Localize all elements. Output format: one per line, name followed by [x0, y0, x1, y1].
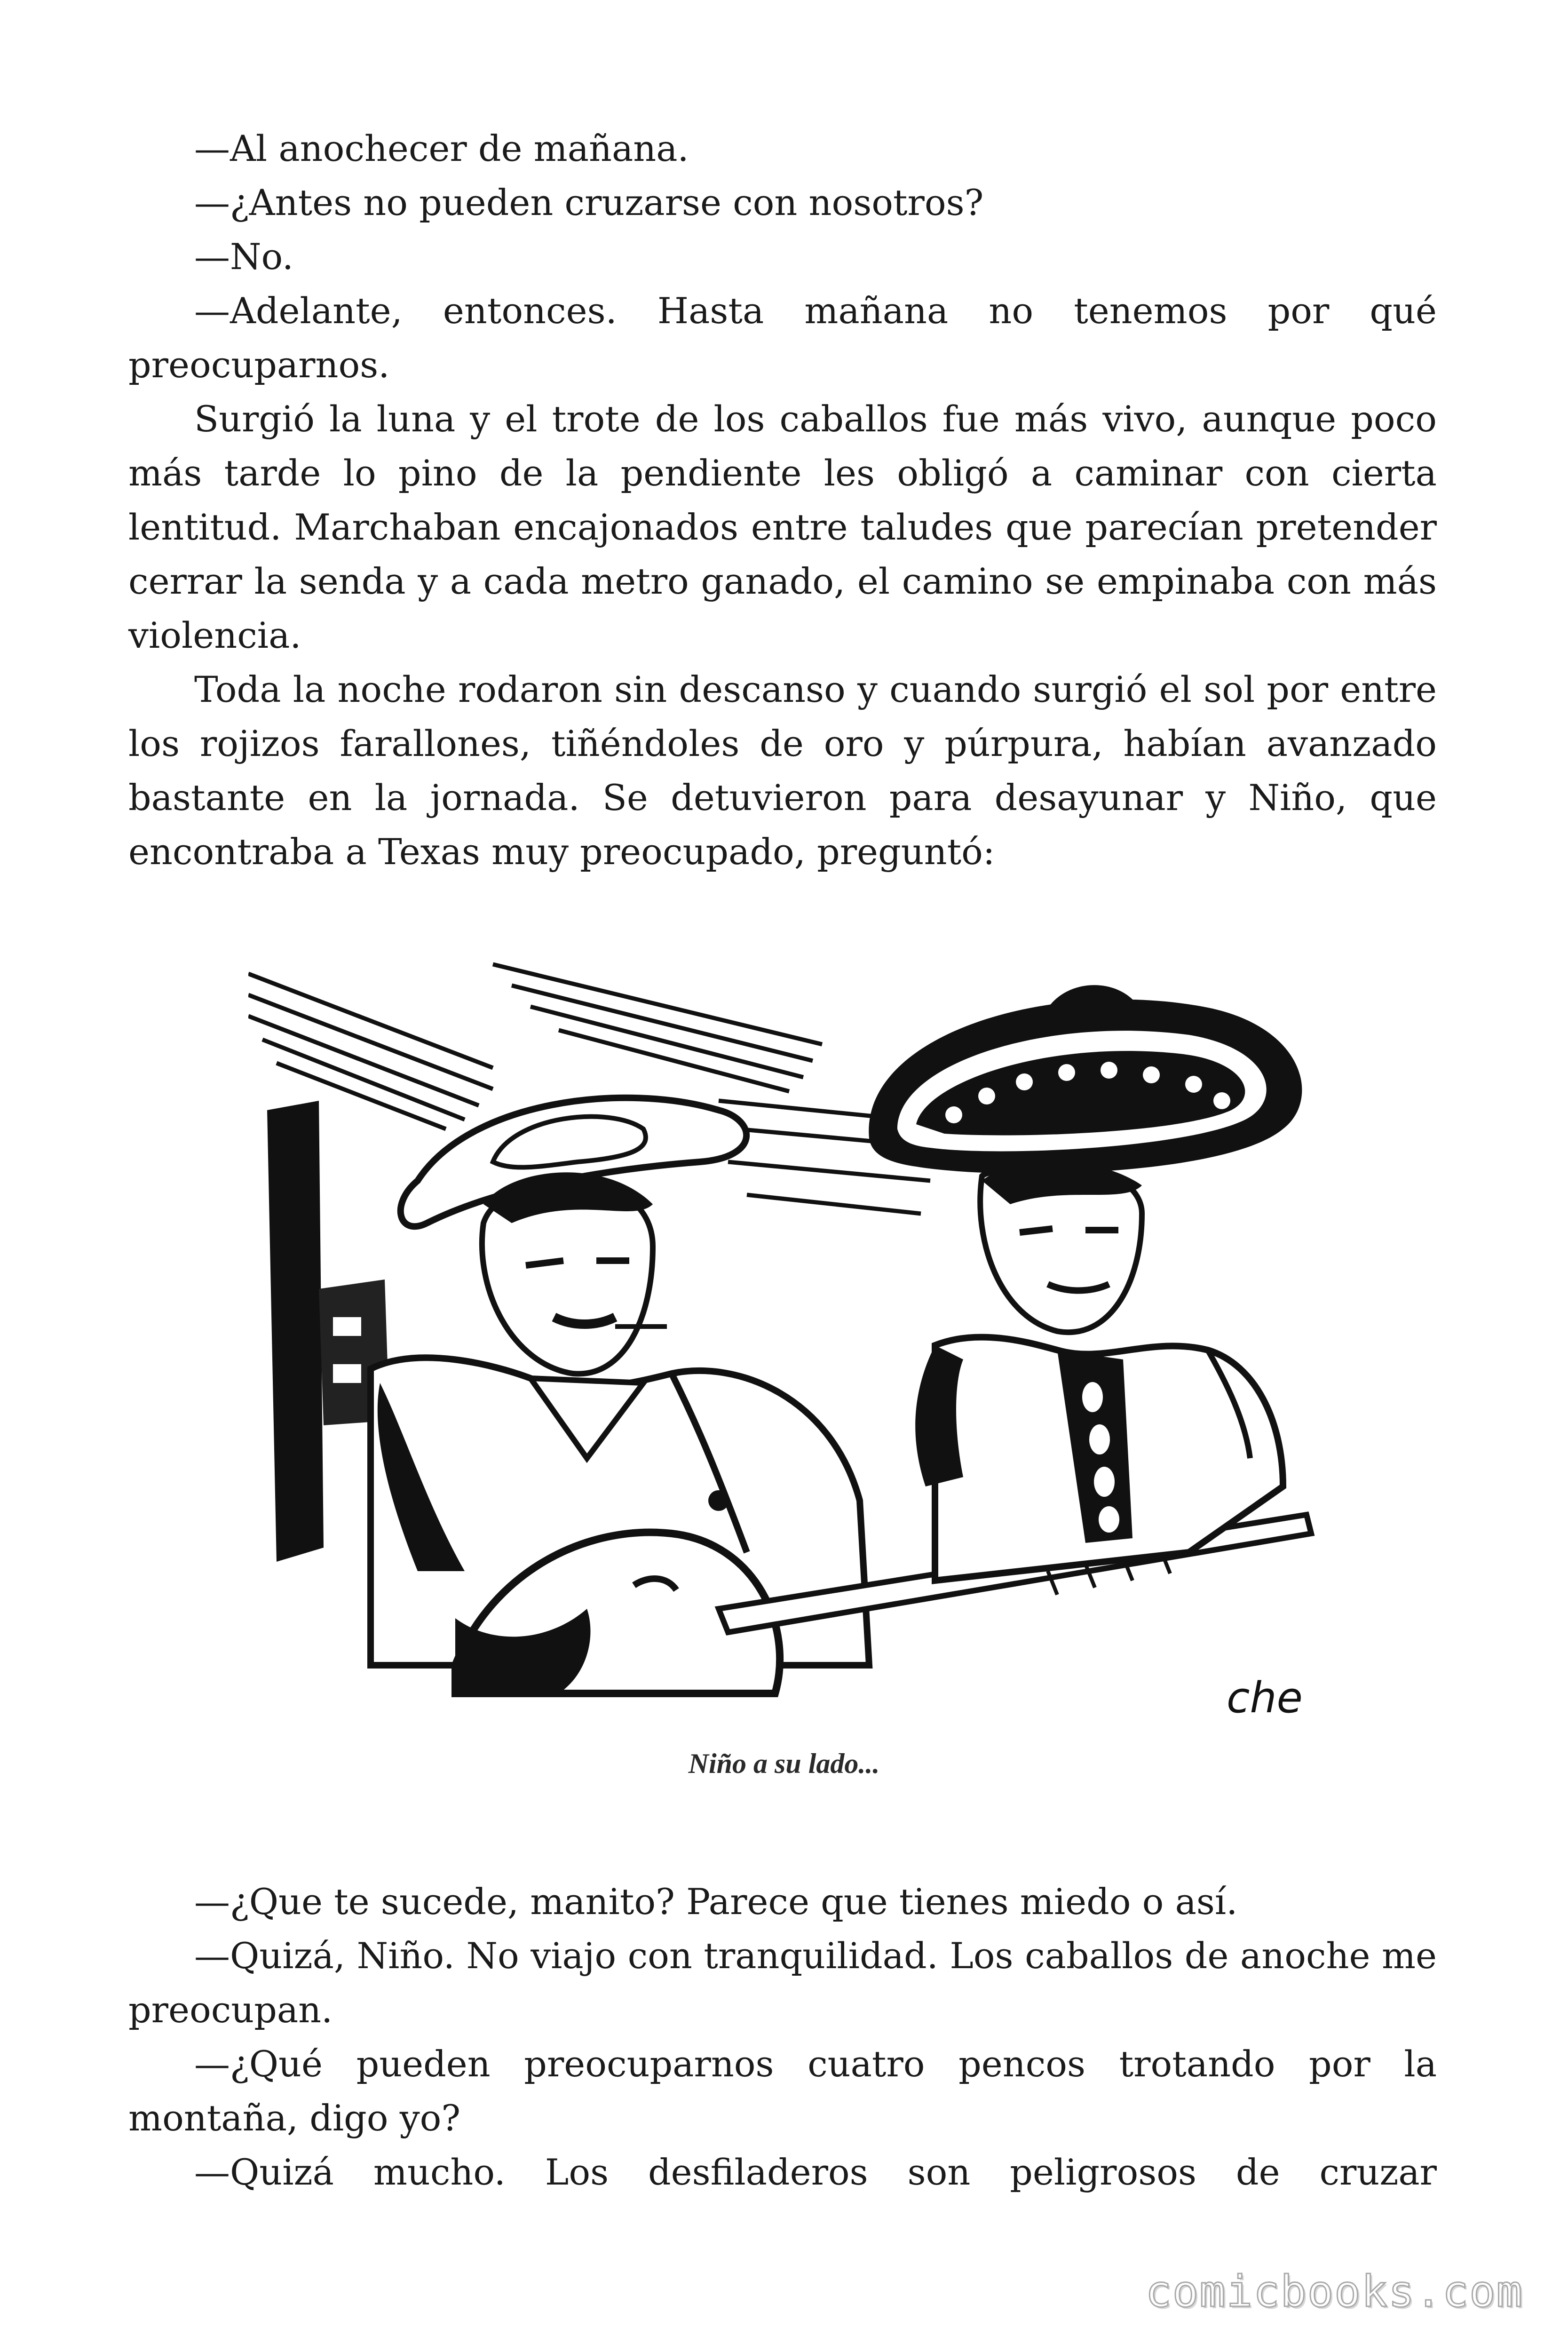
text-block-top	[128, 121, 1437, 879]
paragraph: —Quizá mucho. Los desfiladeros son peligrosos de cruzar	[194, 2151, 1437, 2193]
paragraph: —Adelante, entonces. Hasta mañana no tenemos por qué preocuparnos.	[128, 290, 1437, 386]
illustration-caption: Niño a su lado...	[688, 1748, 880, 1779]
illustration	[248, 960, 1344, 1740]
paragraph: —¿Qué pueden preocuparnos cuatro pencos trotando por la montaña, digo yo?	[128, 2043, 1437, 2139]
paragraph: Toda la noche rodaron sin descanso y cuando surgió el sol por entre los rojizos farallones, tiñéndoles de oro y púrpura, habían avanzado bastante en la jornada. Se detuvieron para desayunar y Niño, que encontraba a Texas muy preocupado, preguntó:	[128, 668, 1437, 873]
text-block-bottom	[128, 1875, 1437, 2199]
paragraph: Surgió la luna y el trote de los caballos fue más vivo, aunque poco más tarde lo pino de la pendiente les obligó a caminar con cierta lentitud. Marchaban encajonados entre taludes que parecían pretender cerrar la senda y a cada metro ganado, el camino se empinaba con más violencia.	[128, 398, 1437, 656]
cowboys-illustration	[248, 960, 1344, 1740]
paragraph: —Quizá, Niño. No viajo con tranquilidad. Los caballos de anoche me preocupan.	[128, 1935, 1437, 2031]
artist-signature: che	[1227, 1673, 1303, 1723]
paragraph: —¿Antes no pueden cruzarse con nosotros?	[194, 182, 984, 223]
paragraph: —Al anochecer de mañana.	[194, 127, 689, 169]
watermark: comicbooks.com	[1145, 2266, 1523, 2317]
paragraph: —No.	[194, 236, 294, 278]
paragraph: —¿Que te sucede, manito? Parece que tienes miedo o así.	[194, 1881, 1238, 1923]
